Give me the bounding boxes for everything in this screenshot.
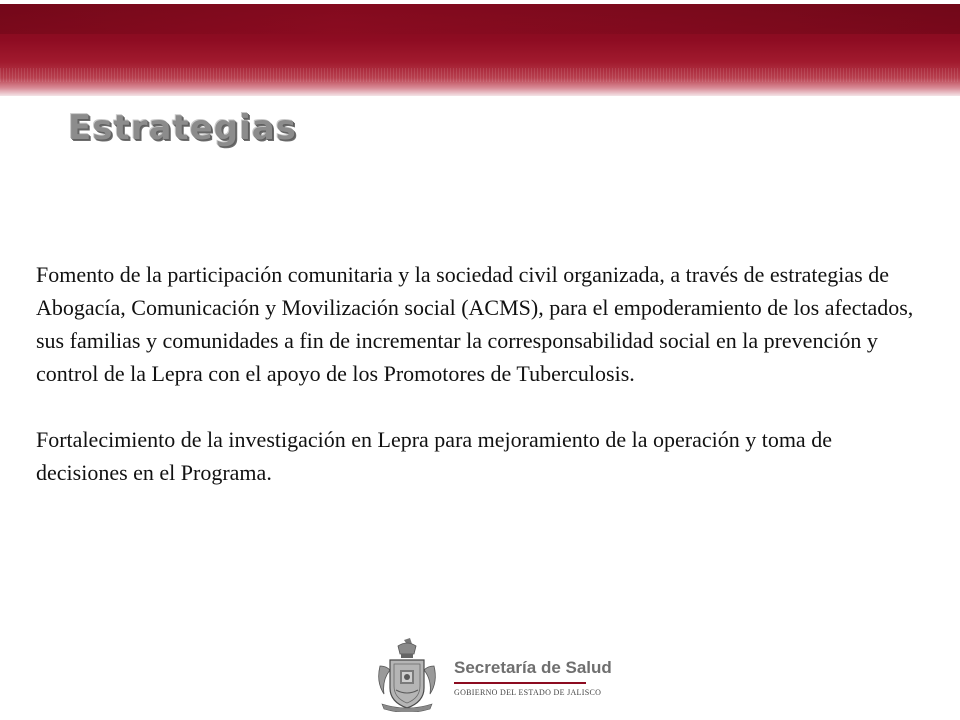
org-name: Secretaría de Salud	[454, 658, 612, 677]
paragraph-2: Fortalecimiento de la investigación en Lepra para mejoramiento de la operación y toma de decisiones en el Programa.	[36, 427, 832, 485]
jalisco-coat-of-arms-icon	[374, 636, 440, 712]
slide-title: Estrategias	[68, 108, 297, 148]
header-band-stripe	[0, 68, 960, 82]
footer-logo	[368, 630, 612, 714]
header-band	[0, 0, 960, 96]
paragraph-1: Fomento de la participación comunitaria y la sociedad civil organizada, a través de estrategias de Abogacía, Comunicación y Movilización social (ACMS), para el empoderamiento de los afectados, sus familias y comunidades a fin de incrementar la corresponsabilidad social en la prevención y control de la Lepra con el apoyo de los Promotores de Tuberculosis.	[36, 262, 914, 386]
header-band-top	[0, 4, 960, 34]
slide-body	[36, 258, 916, 522]
org-divider	[454, 682, 586, 684]
org-subtitle: GOBIERNO DEL ESTADO DE JALISCO	[454, 688, 602, 697]
